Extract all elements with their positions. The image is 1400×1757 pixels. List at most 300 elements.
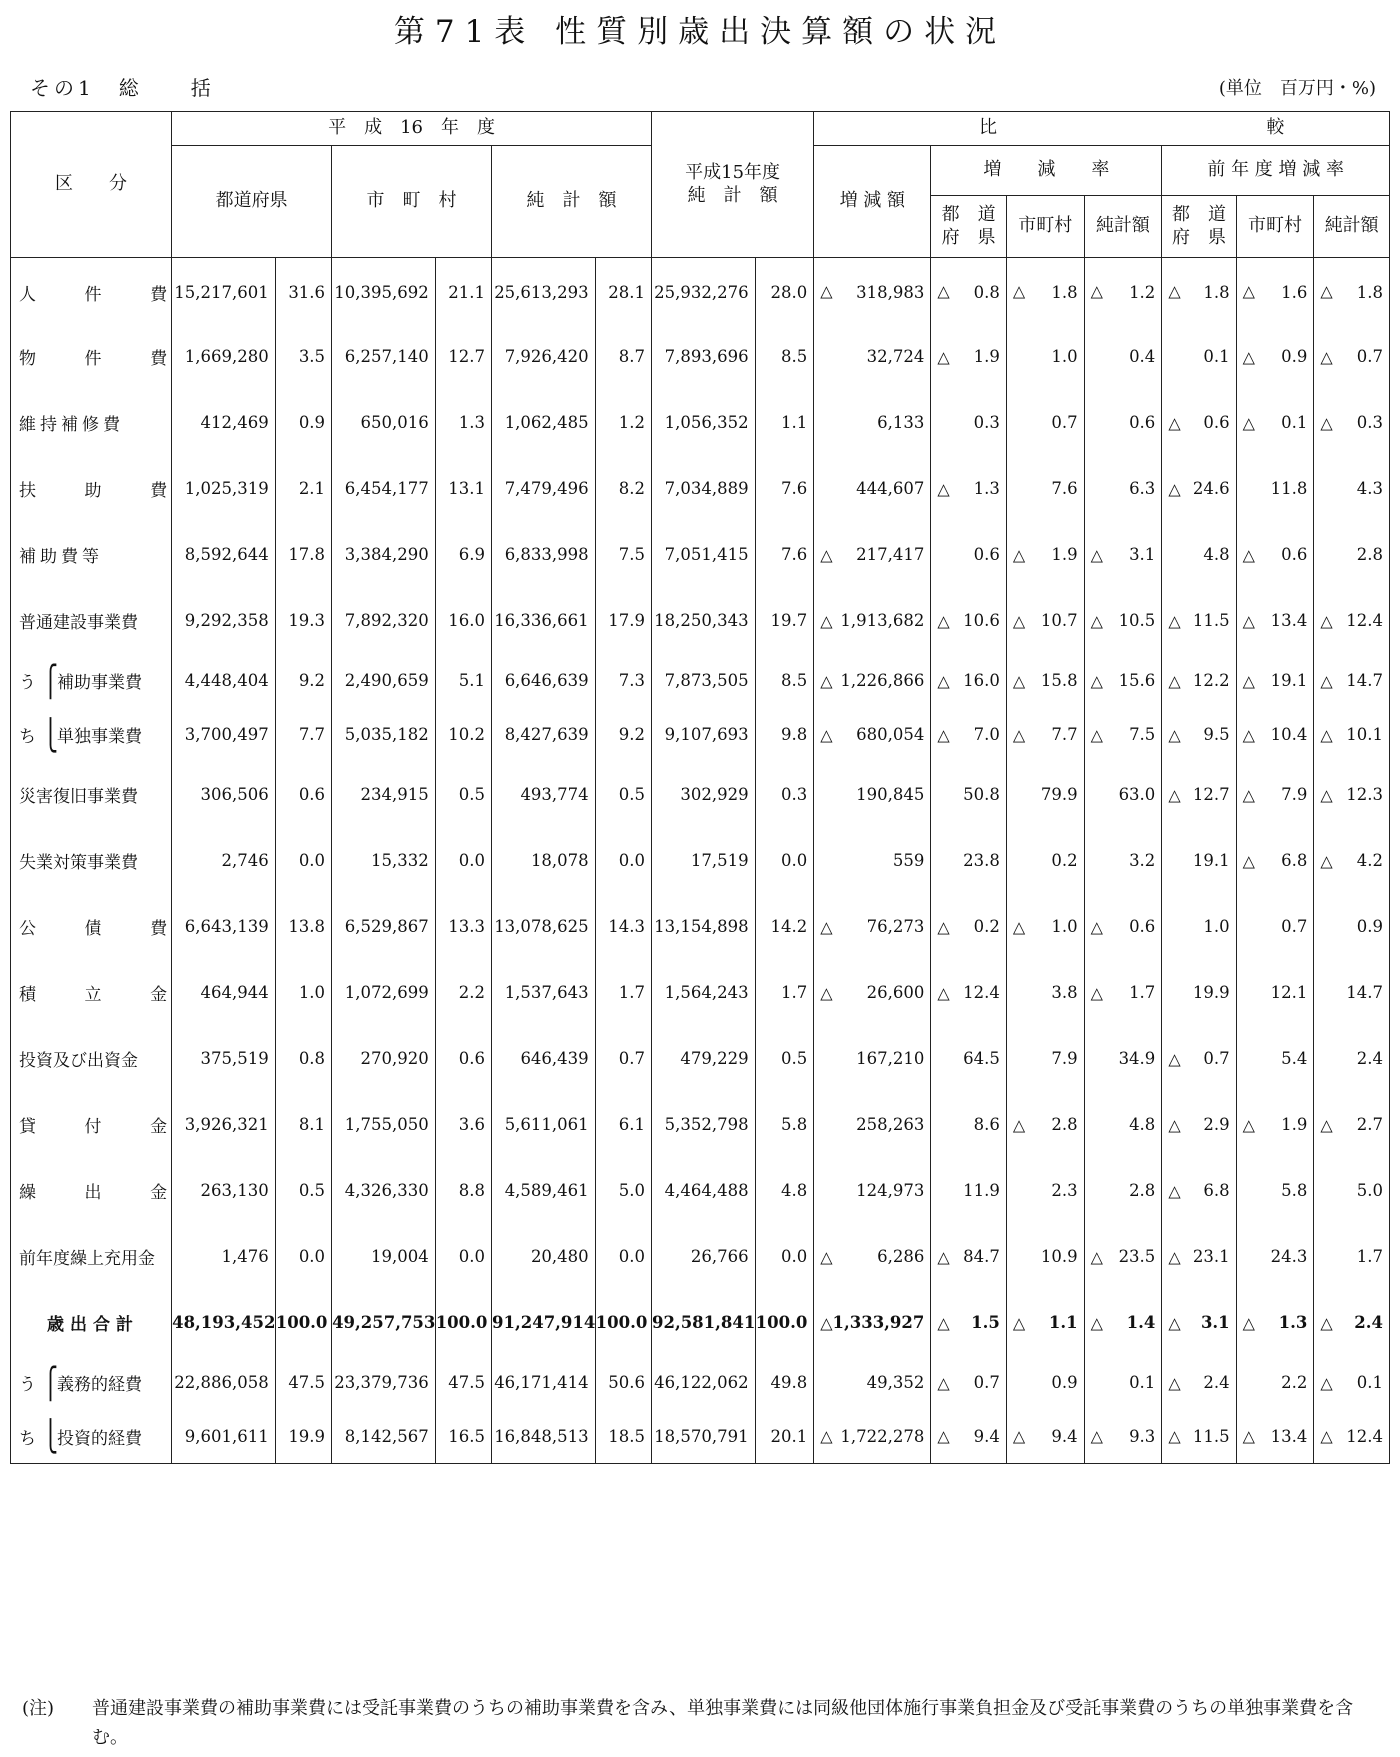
negative-mark: △ <box>1320 413 1333 432</box>
table-cell: △ 1.9 <box>1236 1092 1314 1158</box>
table-cell: 7,873,505 <box>652 654 756 708</box>
table-cell: 9,292,358 <box>172 588 276 654</box>
header-sub-todofuken-2: 都 道 府 県 <box>1162 196 1236 258</box>
table-cell: 2.2 <box>435 960 491 1026</box>
table-cell: △ 15.8 <box>1006 654 1084 708</box>
table-cell: 10,395,692 <box>332 258 436 324</box>
table-cell: △ 10.4 <box>1236 708 1314 762</box>
table-cell: △ 0.8 <box>931 258 1006 324</box>
table-cell: △ 1.8 <box>1006 258 1084 324</box>
table-cell: 1,537,643 <box>492 960 596 1026</box>
negative-mark: △ <box>1320 347 1333 366</box>
table-cell: 2.8 <box>1084 1158 1162 1224</box>
table-cell: 7.9 <box>1006 1026 1084 1092</box>
table-cell: 479,229 <box>652 1026 756 1092</box>
table-cell: 34.9 <box>1084 1026 1162 1092</box>
table-cell: 0.1 <box>1162 324 1236 390</box>
row-label: 繰 出 金 <box>11 1158 172 1224</box>
table-cell: 17,519 <box>652 828 756 894</box>
negative-mark: △ <box>820 545 833 564</box>
table-cell: 19.7 <box>755 588 814 654</box>
negative-mark: △ <box>1242 851 1255 870</box>
table-row <box>11 894 1390 960</box>
table-cell: 17.9 <box>595 588 651 654</box>
row-label: 投資及び出資金 <box>11 1026 172 1092</box>
table-cell: △ 1.9 <box>931 324 1006 390</box>
negative-mark: △ <box>1090 671 1103 690</box>
table-row <box>11 1410 1390 1464</box>
table-cell: 19.9 <box>275 1410 331 1464</box>
row-label: 普通建設事業費 <box>11 588 172 654</box>
table-cell: △ 1.3 <box>1236 1290 1314 1356</box>
table-row <box>11 324 1390 390</box>
table-cell: △ 1.9 <box>1006 522 1084 588</box>
table-cell: 0.6 <box>275 762 331 828</box>
table-cell: 28.1 <box>595 258 651 324</box>
table-cell: 24.3 <box>1236 1224 1314 1290</box>
table-cell: △ 10.5 <box>1084 588 1162 654</box>
header-kubun: 区 分 <box>11 112 172 258</box>
table-cell: 2.4 <box>1314 1026 1390 1092</box>
table-cell: 4,464,488 <box>652 1158 756 1224</box>
table-cell: 6,133 <box>814 390 931 456</box>
negative-mark: △ <box>820 1313 833 1332</box>
table-cell: 0.0 <box>755 828 814 894</box>
table-cell: 7,892,320 <box>332 588 436 654</box>
table-cell: △ 0.1 <box>1236 390 1314 456</box>
table-cell: 8.1 <box>275 1092 331 1158</box>
table-cell: 79.9 <box>1006 762 1084 828</box>
table-cell: 1,025,319 <box>172 456 276 522</box>
table-cell: 1,669,280 <box>172 324 276 390</box>
table-cell: △ 1.3 <box>931 456 1006 522</box>
table-cell: 5,611,061 <box>492 1092 596 1158</box>
row-label: う ⎧ 補助事業費 <box>11 654 172 708</box>
table-cell: 12.1 <box>1236 960 1314 1026</box>
table-body <box>11 258 1390 1464</box>
table-row <box>11 390 1390 456</box>
negative-mark: △ <box>1012 1426 1026 1446</box>
table-cell: 20.1 <box>755 1410 814 1464</box>
table-cell: 5.4 <box>1236 1026 1314 1092</box>
table-cell: △ 26,600 <box>814 960 931 1026</box>
negative-mark: △ <box>820 1247 833 1266</box>
table-cell: 0.1 <box>1084 1356 1162 1410</box>
negative-mark: △ <box>1090 725 1103 744</box>
table-cell: 7,034,889 <box>652 456 756 522</box>
table-cell: △ 318,983 <box>814 258 931 324</box>
table-cell: 1,476 <box>172 1224 276 1290</box>
table-cell: △ 1.5 <box>931 1290 1006 1356</box>
table-cell: 1.0 <box>275 960 331 1026</box>
header-sub-todofuken-1: 都 道 府 県 <box>931 196 1006 258</box>
table-cell: 13,154,898 <box>652 894 756 960</box>
table-cell: 444,607 <box>814 456 931 522</box>
table-cell: 4.3 <box>1314 456 1390 522</box>
negative-mark: △ <box>1242 1426 1255 1446</box>
negative-mark: △ <box>1242 413 1255 432</box>
table-cell: 8.7 <box>595 324 651 390</box>
table-cell: △ 16.0 <box>931 654 1006 708</box>
negative-mark: △ <box>1012 611 1026 630</box>
table-cell: 9,601,611 <box>172 1410 276 1464</box>
table-cell: 3.8 <box>1006 960 1084 1026</box>
table-cell: 124,973 <box>814 1158 931 1224</box>
table-cell: 6,529,867 <box>332 894 436 960</box>
table-cell: 0.0 <box>595 1224 651 1290</box>
table-cell: 0.6 <box>435 1026 491 1092</box>
table-cell: 100.0 <box>435 1290 491 1356</box>
table-cell: 0.9 <box>275 390 331 456</box>
table-cell: 0.7 <box>1236 894 1314 960</box>
table-cell: 6,646,639 <box>492 654 596 708</box>
table-cell: 1.7 <box>595 960 651 1026</box>
table-cell: △ 11.5 <box>1162 1410 1236 1464</box>
table-cell: 0.6 <box>931 522 1006 588</box>
table-cell: 0.9 <box>1314 894 1390 960</box>
table-cell: △ 0.6 <box>1084 894 1162 960</box>
table-cell: 6.1 <box>595 1092 651 1158</box>
table-cell: 7.7 <box>275 708 331 762</box>
table-cell: △ 1.8 <box>1162 258 1236 324</box>
table-cell: 1.7 <box>755 960 814 1026</box>
table-cell: 5.0 <box>595 1158 651 1224</box>
table-cell: 100.0 <box>755 1290 814 1356</box>
negative-mark: △ <box>1090 1313 1103 1332</box>
table-cell: △ 11.5 <box>1162 588 1236 654</box>
note-label: (注) <box>22 1698 55 1719</box>
table-cell: △ 1,722,278 <box>814 1410 931 1464</box>
table-cell: 11.8 <box>1236 456 1314 522</box>
table-cell: △ 6,286 <box>814 1224 931 1290</box>
table-cell: △ 84.7 <box>931 1224 1006 1290</box>
table-cell: △ 0.6 <box>1236 522 1314 588</box>
table-cell: △ 13.4 <box>1236 588 1314 654</box>
row-label: 災害復旧事業費 <box>11 762 172 828</box>
table-cell: △ 1.0 <box>1006 894 1084 960</box>
table-cell: 5.0 <box>1314 1158 1390 1224</box>
table-cell: 646,439 <box>492 1026 596 1092</box>
table-cell: 31.6 <box>275 258 331 324</box>
header-hikaku-1: 比 <box>814 112 1162 146</box>
table-cell: 234,915 <box>332 762 436 828</box>
negative-mark: △ <box>1168 1181 1181 1200</box>
table-cell: 46,171,414 <box>492 1356 596 1410</box>
table-cell: △ 2.8 <box>1006 1092 1084 1158</box>
table-cell: 306,506 <box>172 762 276 828</box>
footnote <box>22 1695 1382 1753</box>
negative-mark: △ <box>1090 917 1103 936</box>
table-cell: 19.9 <box>1162 960 1236 1026</box>
row-label: 公 債 費 <box>11 894 172 960</box>
table-cell: 32,724 <box>814 324 931 390</box>
table-cell: 13.1 <box>435 456 491 522</box>
table-row <box>11 654 1390 708</box>
table-cell: △ 12.4 <box>931 960 1006 1026</box>
table-cell: 8.2 <box>595 456 651 522</box>
table-cell: 0.5 <box>435 762 491 828</box>
table-cell: △ 15.6 <box>1084 654 1162 708</box>
negative-mark: △ <box>1012 1313 1026 1332</box>
table-cell: △ 1.6 <box>1236 258 1314 324</box>
table-cell: 9,107,693 <box>652 708 756 762</box>
negative-mark: △ <box>1242 611 1255 630</box>
row-label: 失業対策事業費 <box>11 828 172 894</box>
table-cell: 4.8 <box>1162 522 1236 588</box>
table-cell: 49.8 <box>755 1356 814 1410</box>
table-cell: 20,480 <box>492 1224 596 1290</box>
table-cell: △ 7.5 <box>1084 708 1162 762</box>
negative-mark: △ <box>1320 1115 1333 1134</box>
table-cell: △ 19.1 <box>1236 654 1314 708</box>
table-cell: 28.0 <box>755 258 814 324</box>
negative-mark: △ <box>820 611 833 630</box>
table-cell: △ 9.4 <box>1006 1410 1084 1464</box>
table-cell: △ 1,913,682 <box>814 588 931 654</box>
table-cell: 2.2 <box>1236 1356 1314 1410</box>
row-label: ち ⎩ 単独事業費 <box>11 708 172 762</box>
row-label: 維持補修費 <box>11 390 172 456</box>
negative-mark: △ <box>820 917 833 936</box>
table-cell: 270,920 <box>332 1026 436 1092</box>
negative-mark: △ <box>1242 1115 1255 1134</box>
negative-mark: △ <box>1090 1247 1103 1266</box>
table-cell: 4.8 <box>1084 1092 1162 1158</box>
table-cell: 3,700,497 <box>172 708 276 762</box>
table-cell: 23.8 <box>931 828 1006 894</box>
table-cell: 8.8 <box>435 1158 491 1224</box>
table-cell: 13.3 <box>435 894 491 960</box>
header-sub-junkei-1: 純計額 <box>1084 196 1162 258</box>
table-row <box>11 1158 1390 1224</box>
table-cell: △ 2.9 <box>1162 1092 1236 1158</box>
table-cell: △ 14.7 <box>1314 654 1390 708</box>
table-cell: △ 680,054 <box>814 708 931 762</box>
negative-mark: △ <box>1168 1115 1181 1134</box>
table-cell: 8.6 <box>931 1092 1006 1158</box>
table-cell: △ 24.6 <box>1162 456 1236 522</box>
header-h15: 平成15年度 純 計 額 <box>652 112 814 258</box>
table-cell: △ 0.1 <box>1314 1356 1390 1410</box>
table-cell: 49,257,753 <box>332 1290 436 1356</box>
negative-mark: △ <box>820 1426 833 1446</box>
negative-mark: △ <box>1320 611 1333 630</box>
table-cell: 25,932,276 <box>652 258 756 324</box>
negative-mark: △ <box>1242 281 1255 301</box>
table-row <box>11 1290 1390 1356</box>
negative-mark: △ <box>1168 1049 1181 1068</box>
table-cell: 8,142,567 <box>332 1410 436 1464</box>
table-cell: △ 7.9 <box>1236 762 1314 828</box>
table-cell: 8,592,644 <box>172 522 276 588</box>
negative-mark: △ <box>937 917 950 936</box>
table-cell: △ 10.7 <box>1006 588 1084 654</box>
negative-mark: △ <box>937 725 950 744</box>
table-cell: 16.5 <box>435 1410 491 1464</box>
table-cell: 1.7 <box>1314 1224 1390 1290</box>
table-cell: 18.5 <box>595 1410 651 1464</box>
table-cell: 3.5 <box>275 324 331 390</box>
table-cell: 0.2 <box>1006 828 1084 894</box>
table-cell: 375,519 <box>172 1026 276 1092</box>
table-cell: 50.6 <box>595 1356 651 1410</box>
table-cell: 0.0 <box>275 1224 331 1290</box>
table-cell: 9.2 <box>595 708 651 762</box>
table-cell: 0.3 <box>931 390 1006 456</box>
table-cell: 6,643,139 <box>172 894 276 960</box>
table-cell: 0.5 <box>275 1158 331 1224</box>
table-cell: △ 12.3 <box>1314 762 1390 828</box>
negative-mark: △ <box>1012 1115 1026 1134</box>
table-cell: 2.1 <box>275 456 331 522</box>
table-cell: 19.3 <box>275 588 331 654</box>
table-cell: 4,326,330 <box>332 1158 436 1224</box>
table-cell: 0.0 <box>435 1224 491 1290</box>
negative-mark: △ <box>820 983 833 1002</box>
table-row <box>11 708 1390 762</box>
negative-mark: △ <box>1242 671 1255 690</box>
negative-mark: △ <box>1242 347 1255 366</box>
table-cell: △ 1,226,866 <box>814 654 931 708</box>
table-cell: 25,613,293 <box>492 258 596 324</box>
table-subtitle: その1 総 括 <box>30 76 215 100</box>
table-cell: △ 1.2 <box>1084 258 1162 324</box>
negative-mark: △ <box>1168 1313 1181 1332</box>
table-cell: 5.1 <box>435 654 491 708</box>
row-label: 前年度繰上充用金 <box>11 1224 172 1290</box>
table-cell: 412,469 <box>172 390 276 456</box>
table-cell: △ 12.4 <box>1314 1410 1390 1464</box>
table-cell: 464,944 <box>172 960 276 1026</box>
table-row <box>11 588 1390 654</box>
table-cell: 7.5 <box>595 522 651 588</box>
table-row <box>11 258 1390 324</box>
negative-mark: △ <box>820 725 833 744</box>
table-cell: 7.6 <box>755 522 814 588</box>
row-label: 扶 助 費 <box>11 456 172 522</box>
table-cell: 3.6 <box>435 1092 491 1158</box>
table-cell: △ 1.8 <box>1314 258 1390 324</box>
table-cell: △ 6.8 <box>1236 828 1314 894</box>
table-row <box>11 1356 1390 1410</box>
table-cell: 8.5 <box>755 324 814 390</box>
row-label: 歳出合計 <box>11 1290 172 1356</box>
page-title: 第71表 性質別歳出決算額の状況 <box>393 14 1007 50</box>
table-cell: 1,072,699 <box>332 960 436 1026</box>
header-sub-junkei-2: 純計額 <box>1314 196 1390 258</box>
table-cell: 2.8 <box>1314 522 1390 588</box>
negative-mark: △ <box>820 671 833 690</box>
table-cell: 13.8 <box>275 894 331 960</box>
negative-mark: △ <box>1320 1313 1333 1332</box>
table-cell: 15,332 <box>332 828 436 894</box>
table-cell: 50.8 <box>931 762 1006 828</box>
table-cell: △ 76,273 <box>814 894 931 960</box>
table-cell: △ 0.7 <box>931 1356 1006 1410</box>
unit-label: (単位 百万円・%) <box>1218 78 1376 99</box>
table-cell: △ 2.4 <box>1162 1356 1236 1410</box>
negative-mark: △ <box>1090 281 1103 301</box>
table-cell: 3,384,290 <box>332 522 436 588</box>
table-cell: 26,766 <box>652 1224 756 1290</box>
negative-mark: △ <box>1012 671 1026 690</box>
table-row <box>11 1224 1390 1290</box>
table-cell: 7,926,420 <box>492 324 596 390</box>
table-cell: △ 6.8 <box>1162 1158 1236 1224</box>
table-cell: △ 23.5 <box>1084 1224 1162 1290</box>
table-cell: △ 4.2 <box>1314 828 1390 894</box>
negative-mark: △ <box>1320 785 1333 804</box>
table-cell: 7.6 <box>755 456 814 522</box>
table-cell: △ 0.6 <box>1162 390 1236 456</box>
table-cell: 0.7 <box>595 1026 651 1092</box>
table-cell: 63.0 <box>1084 762 1162 828</box>
table-cell: 19.1 <box>1162 828 1236 894</box>
table-cell: 0.0 <box>595 828 651 894</box>
table-cell: 46,122,062 <box>652 1356 756 1410</box>
table-cell: 2.3 <box>1006 1158 1084 1224</box>
table-cell: 0.5 <box>595 762 651 828</box>
header-todofuken: 都道府県 <box>172 146 332 258</box>
table-cell: 16,336,661 <box>492 588 596 654</box>
table-cell: 14.3 <box>595 894 651 960</box>
table-cell: 4,589,461 <box>492 1158 596 1224</box>
table-cell: △ 0.2 <box>931 894 1006 960</box>
negative-mark: △ <box>1320 851 1333 870</box>
table-cell: 2,490,659 <box>332 654 436 708</box>
table-row <box>11 1026 1390 1092</box>
table-cell: 4,448,404 <box>172 654 276 708</box>
row-label: う ⎧ 義務的経費 <box>11 1356 172 1410</box>
negative-mark: △ <box>1168 1426 1181 1446</box>
table-cell: 5,352,798 <box>652 1092 756 1158</box>
negative-mark: △ <box>1320 1426 1333 1446</box>
table-cell: 5,035,182 <box>332 708 436 762</box>
table-cell: 48,193,452 <box>172 1290 276 1356</box>
negative-mark: △ <box>1168 413 1181 432</box>
table-cell: 16.0 <box>435 588 491 654</box>
negative-mark: △ <box>1168 725 1181 744</box>
table-row <box>11 1092 1390 1158</box>
header-hikaku-2: 較 <box>1162 112 1390 146</box>
negative-mark: △ <box>1168 479 1181 498</box>
negative-mark: △ <box>1320 281 1333 301</box>
table-cell: 100.0 <box>595 1290 651 1356</box>
negative-mark: △ <box>1090 545 1103 564</box>
table-cell: 9.8 <box>755 708 814 762</box>
header-zennen: 前 年 度 増 減 率 <box>1162 146 1390 196</box>
table-cell: △ 7.0 <box>931 708 1006 762</box>
table-cell: 16,848,513 <box>492 1410 596 1464</box>
table-cell: 21.1 <box>435 258 491 324</box>
negative-mark: △ <box>1242 785 1255 804</box>
table-cell: 1,056,352 <box>652 390 756 456</box>
table-cell: 49,352 <box>814 1356 931 1410</box>
table-row <box>11 960 1390 1026</box>
negative-mark: △ <box>937 1426 950 1446</box>
row-label: 積 立 金 <box>11 960 172 1026</box>
table-cell: 0.6 <box>1084 390 1162 456</box>
table-cell: 3,926,321 <box>172 1092 276 1158</box>
table-cell: △ 1,333,927 <box>814 1290 931 1356</box>
table-cell: 1,062,485 <box>492 390 596 456</box>
table-cell: 263,130 <box>172 1158 276 1224</box>
table-cell: 0.4 <box>1084 324 1162 390</box>
table-cell: 0.5 <box>755 1026 814 1092</box>
negative-mark: △ <box>937 479 950 498</box>
table-cell: 8,427,639 <box>492 708 596 762</box>
table-row <box>11 456 1390 522</box>
